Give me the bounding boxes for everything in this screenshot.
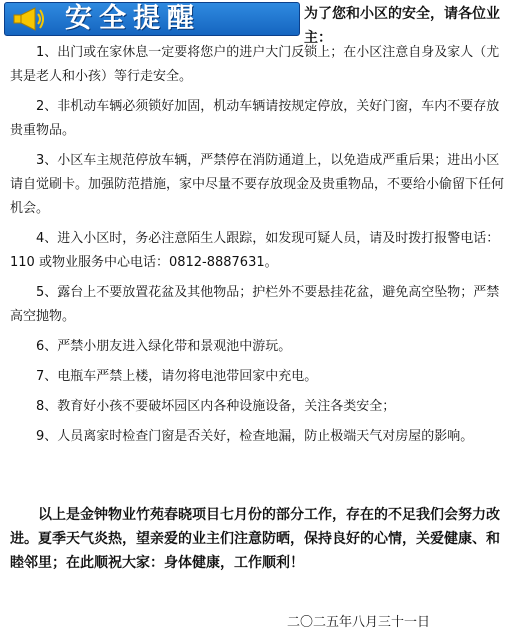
notice-item: 4、进入小区时，务必注意陌生人跟踪，如发现可疑人员，请及时拨打报警电话：110 或物业服务中心电话：0812-8887631。 [10, 231, 500, 270]
notice-list [10, 41, 506, 449]
intro-text: 为了您和小区的安全，请各位业主： [304, 6, 500, 46]
safety-banner [4, 2, 300, 36]
notice-item: 8、教育好小孩不要破坏园区内各种设施设备，关注各类安全； [36, 399, 396, 414]
notice-item: 3、小区车主规范停放车辆，严禁停在消防通道上，以免造成严重后果；进出小区请自觉刷卡。加强防范措施，家中尽量不要存放现金及贵重物品，不要给小偷留下任何机会。 [10, 153, 505, 216]
closing-paragraph: 以上是金钟物业竹苑春晓项目七月份的部分工作，存在的不足我们会努力改进。夏季天气炎热，望亲爱的业主们注意防晒，保持良好的心情，关爱健康、和睦邻里；在此顺祝大家：身体健康，工作顺利！ [10, 507, 500, 571]
notice-item: 2、非机动车辆必须锁好加固，机动车辆请按规定停放，关好门窗，车内不要存放贵重物品。 [10, 99, 500, 138]
notice-item: 5、露台上不要放置花盆及其他物品；护栏外不要悬挂花盆，避免高空坠物；严禁高空抛物。 [10, 285, 500, 324]
megaphone-icon [11, 5, 45, 33]
notice-item: 6、严禁小朋友进入绿化带和景观池中游玩。 [36, 339, 292, 354]
notice-item: 7、电瓶车严禁上楼，请勿将电池带回家中充电。 [36, 369, 318, 384]
banner-title: 安全提醒 [65, 3, 201, 34]
notice-item: 1、出门或在家休息一定要将您户的进户大门反锁上；在小区注意自身及家人（尤其是老人和小孩）等行走安全。 [10, 45, 500, 84]
notice-date: 二〇二五年八月三十一日 [286, 615, 430, 630]
notice-item: 9、人员离家时检查门窗是否关好，检查地漏，防止极端天气对房屋的影响。 [36, 429, 474, 444]
